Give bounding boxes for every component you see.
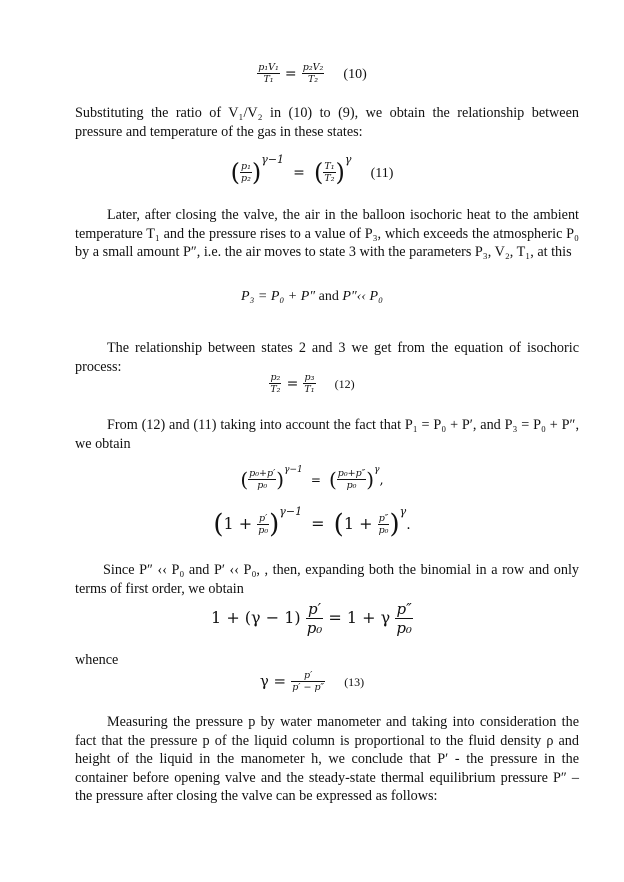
equals-sign: = [310, 472, 321, 487]
denominator: p′ − p″ [292, 682, 325, 693]
denominator: p₀ [346, 479, 357, 491]
equation-12 [0, 372, 624, 395]
one-plus: 1 + [343, 513, 373, 533]
denominator: T₂ [307, 74, 319, 85]
paragraph-relationship: The relationship between states 2 and 3 we get from the equation of isochoric process: [75, 340, 579, 375]
paragraph-substituting: Substituting the ratio of V₁/V₂ in (10) to (9), we obtain the relationship between pressure and temperature of the gas in these states: [75, 105, 579, 140]
equation-10 [0, 62, 624, 85]
denominator: T₂ [324, 172, 335, 184]
numerator: p₁ [241, 160, 251, 172]
denominator: p₀ [306, 619, 323, 637]
numerator: p₀+p′ [249, 467, 276, 479]
exponent: γ−1 [284, 464, 303, 475]
numerator: p₂V₂ [302, 62, 324, 73]
punctuation: . [406, 516, 411, 533]
numerator: T₁ [324, 160, 335, 172]
equation-binomial-a: ( $\frac{\text{p₀+p′}}{\text{p₀}}$ )$^{\gamma-1}$ = ( $\frac{\text{p₀+p″}}{\text{p₀}}$ )$^\gamma$, [240, 464, 384, 491]
equation-right: P″‹‹ P₀ [342, 289, 383, 304]
equation-number: (10) [343, 67, 367, 82]
denominator: p₀ [378, 524, 389, 536]
fraction [302, 62, 325, 85]
fraction [257, 62, 280, 85]
gamma-equals: γ = [259, 672, 287, 690]
denominator: T₁ [304, 384, 315, 395]
paragraph-since: Since P″ ‹‹ P₀ and P′ ‹‹ P₀, , then, expanding both the binomial in a row and only terms of first order, we obtain [75, 562, 579, 597]
equals-sign: = [286, 376, 299, 392]
numerator: p″ [378, 512, 389, 524]
equation-first-order [0, 600, 624, 637]
equals-sign: = [311, 513, 325, 533]
paragraph-later: Later, after closing the valve, the air in the balloon isochoric heat to the ambient temperature T₁ and the pressure rises to a value of P₃, which exceeds the atmospheric P₀ by a small amount P″, i.e. the air moves to state 3 with the parameters P₃, V₂, T₁, at this [75, 207, 579, 261]
equation-13 [0, 670, 624, 693]
denominator: p₀ [258, 524, 269, 536]
denominator: p₀ [257, 479, 268, 491]
one-plus: 1 + [223, 513, 253, 533]
equation-and: and [318, 289, 339, 304]
numerator: p₀+p″ [337, 467, 366, 479]
numerator: p′ [259, 512, 268, 524]
denominator: T₁ [263, 74, 274, 85]
numerator: p₂ [270, 372, 281, 383]
equation-number: (11) [370, 165, 394, 181]
equation-number: (13) [344, 675, 365, 689]
denominator: p₂ [241, 172, 251, 184]
equation-binomial-b: (1 + $\frac{p'}{\text{p₀}}$ )$^{\gamma-1}$ = (1 + $\frac{p''}{\text{p₀}}$ )$^\gamma$. [213, 504, 411, 539]
numerator: p₁V₁ [258, 62, 279, 73]
denominator: p₀ [396, 619, 412, 637]
paragraph-measuring: Measuring the pressure p by water manometer and taking into consideration the fact that the pressure p of the liquid column is proportional to the fluid density ρ and height of the liquid in the manometer h, we conclude that P′ - the pressure in the container before opening valve and the steady-state thermal equilibrium pressure P″ – the pressure after closing the valve can be expressed as follows: [75, 714, 579, 805]
numerator: p″ [396, 600, 412, 618]
exponent: γ−1 [261, 152, 285, 166]
equation-left: 1 + (γ − 1) [211, 608, 301, 627]
paragraph-from12: From (12) and (11) taking into account the fact that P₁ = P₀ + P′, and P₃ = P₀ + P″, we obtain [75, 417, 579, 452]
exponent: γ [374, 464, 380, 475]
punctuation: , [379, 472, 384, 488]
exponent: γ [344, 152, 352, 166]
numerator: p₃ [304, 372, 315, 383]
equation-number: (12) [334, 377, 355, 391]
denominator: T₂ [270, 384, 281, 395]
equation-11: ( $\frac{\text{p₁}}{\text{p₂}}$ )$^{\gamma-1}$ = ( $\frac{\text{T₁}}{\text{T₂}}$ )$^\gamma$ (11) [230, 152, 394, 186]
exponent: γ−1 [279, 504, 303, 518]
numerator: p′ [291, 670, 325, 682]
whence-label: whence [75, 652, 119, 668]
numerator: p′ [306, 600, 324, 619]
equals-sign: = [284, 66, 297, 82]
equation-left: P₃ = P₀ + P″ [241, 289, 316, 304]
exponent: γ [399, 504, 407, 518]
equals-sign: = [293, 164, 305, 181]
equals-sign: = 1 + γ [328, 608, 391, 627]
equation-p3 [0, 289, 624, 305]
